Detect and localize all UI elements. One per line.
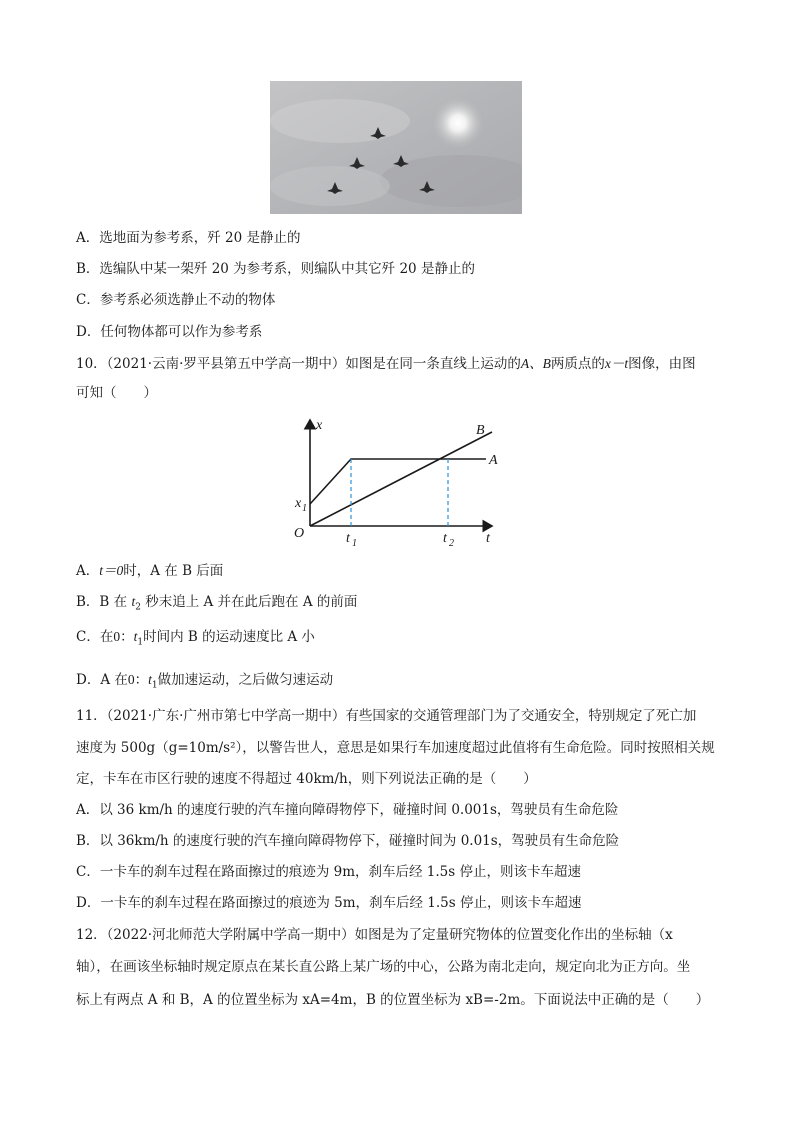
t2-label: t — [443, 531, 447, 546]
q10-option-c: C．在0：$t_1$时间内 B 的运动速度比 A 小 — [76, 629, 315, 648]
q10-stem-line1: 10．（2021·云南·罗平县第五中学高一期中）如图是在同一条直线上运动的A、B两质点的x－t图像，由图 — [76, 356, 696, 372]
x-axis-label: x — [316, 418, 323, 433]
q10-option-a: A．t＝0时，A 在 B 后面 — [76, 563, 224, 579]
t1-label: t — [346, 531, 350, 546]
line-a — [310, 459, 486, 504]
b-label: B — [476, 423, 485, 438]
t2-sub: 2 — [449, 538, 454, 549]
q11-stem-line2: 速度为 500g（g=10m/s²），以警告世人，意思是如果行车加速度超过此值将有生命危险。同时按照相关规 — [76, 740, 715, 756]
q11-option-d: D．一卡车的刹车过程在路面擦过的痕迹为 5m，刹车后经 1.5s 停止，则该卡车超速 — [76, 895, 582, 911]
q10-stem-line2: 可知（ ） — [76, 385, 157, 401]
origin-label: O — [294, 526, 305, 541]
a-label: A — [489, 453, 498, 468]
q11-option-c: C．一卡车的刹车过程在路面擦过的痕迹为 9m，刹车后经 1.5s 停止，则该卡车超速 — [76, 864, 581, 880]
q9-option-d: D．任何物体都可以作为参考系 — [76, 324, 263, 340]
line-b — [310, 432, 492, 526]
q9-option-b: B．选编队中某一架歼 20 为参考系，则编队中其它歼 20 是静止的 — [76, 261, 475, 277]
q11-option-b: B．以 36km/h 的速度行驶的汽车撞向障碍物停下，碰撞时间为 0.01s，驾驶员有生命危险 — [76, 833, 620, 849]
x1-sub: 1 — [302, 503, 307, 514]
q11-stem-line3: 定，卡车在市区行驶的速度不得超过 40km/h，则下列说法正确的是（ ） — [76, 771, 537, 787]
q9-option-c: C．参考系必须选静止不动的物体 — [76, 292, 276, 308]
jet-formation-photo — [270, 81, 522, 214]
t1-sub: 1 — [352, 538, 357, 549]
q12-stem-line2: 轴），在画该坐标轴时规定原点在某长直公路上某广场的中心，公路为南北走向，规定向北为正方向。坐 — [76, 959, 691, 975]
q11-option-a: A．以 36 km/h 的速度行驶的汽车撞向障碍物停下，碰撞时间 0.001s，驾驶员有生命危险 — [76, 802, 619, 818]
q12-stem-line1: 12．（2022·河北师范大学附属中学高一期中）如图是为了定量研究物体的位置变化作出的坐标轴（x — [76, 927, 673, 943]
x1-label: x — [295, 496, 302, 511]
q9-option-a: A．选地面为参考系，歼 20 是静止的 — [76, 230, 301, 246]
q10-option-d: D．A 在0：$t_1$做加速运动，之后做匀速运动 — [76, 672, 334, 691]
q12-stem-line3: 标上有两点 A 和 B，A 的位置坐标为 xA=4m，B 的位置坐标为 xB=-2m。下面说法中正确的是（ ） — [76, 992, 710, 1008]
q10-option-b: B．B 在 $t_2$ 秒末追上 A 并在此后跑在 A 的前面 — [76, 594, 358, 613]
xt-graph — [286, 412, 506, 552]
q11-stem-line1: 11．（2021·广东·广州市第七中学高一期中）有些国家的交通管理部门为了交通安全，特别规定了死亡加 — [76, 708, 697, 724]
t-axis-label: t — [486, 531, 490, 546]
